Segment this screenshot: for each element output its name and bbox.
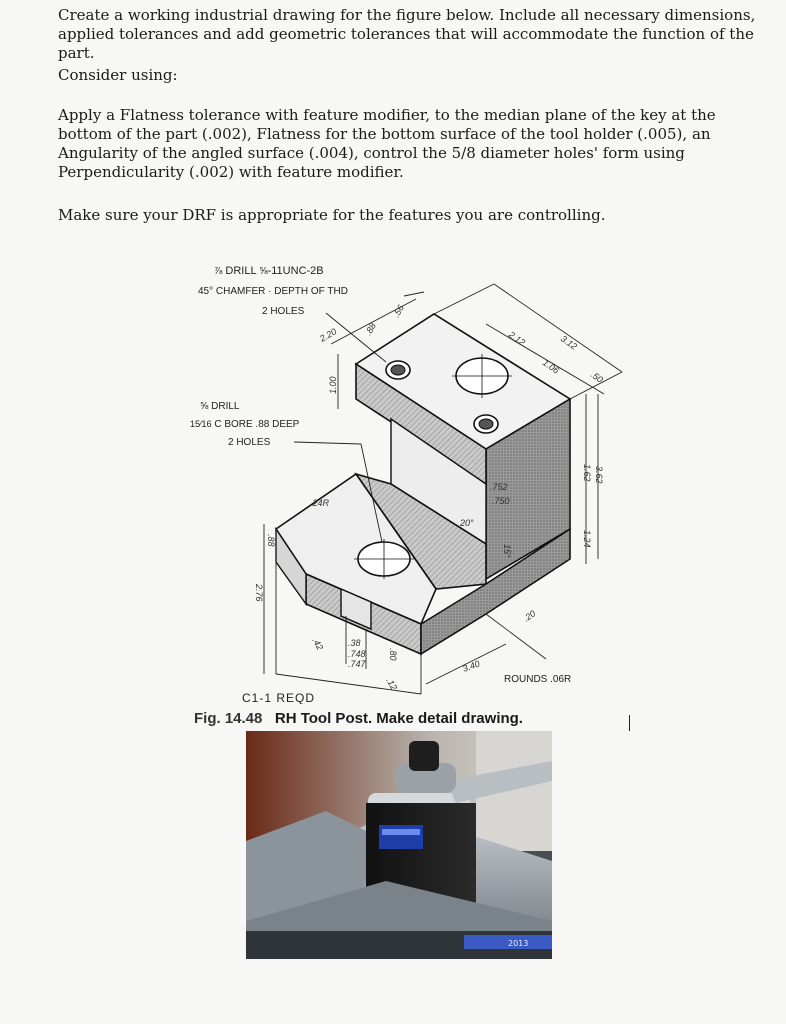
- dim-24r: .24R: [310, 498, 330, 508]
- dim-2-20: 2.20: [318, 326, 339, 344]
- callout-top-chamfer: 45° CHAMFER · DEPTH OF THD: [198, 286, 348, 297]
- callout-top-fraction: ⅞: [214, 266, 223, 277]
- svg-text:⅞ DRILL ⅝-11UNC-2B: [214, 265, 324, 277]
- callout-left-cbore: C BORE .88 DEEP: [214, 419, 300, 430]
- dim-1-06: 1.06: [540, 357, 561, 376]
- dim-50: .50: [588, 369, 605, 385]
- dim-20-deg: 20°: [460, 518, 474, 528]
- figure-caption: [194, 710, 523, 727]
- svg-text:15⁄16 C BORE .88 DEEP: [190, 419, 300, 430]
- callout-left-drill: DRILL: [211, 401, 240, 412]
- instructions-intro: Create a working industrial drawing for the figure below. Include all necessary dimensions, applied tolerances and add geometric tolerances that will accommodate the function of the part.: [58, 6, 756, 62]
- callout-top-thread: -11UNC-2B: [267, 265, 324, 277]
- dim-1-62: 1.62: [582, 464, 592, 482]
- instructions-drf: Make sure your DRF is appropriate for the features you are controlling.: [58, 206, 606, 224]
- dim-88: .88: [363, 321, 378, 337]
- tapped-hole-left: [386, 361, 410, 379]
- part-note: C1-1 REQD: [242, 691, 316, 704]
- dim-1-00: 1.00: [328, 376, 338, 394]
- dim-3-40: 3.40: [461, 658, 482, 674]
- dim-2-12: 2.12: [506, 329, 527, 348]
- svg-text:⅝ DRILL: [200, 401, 240, 412]
- callout-top-thread-fraction: ⅝: [259, 266, 268, 277]
- dim-15-deg: 15°: [502, 544, 512, 558]
- figure-number: Fig. 14.48: [194, 710, 263, 727]
- dim-12: .12: [384, 676, 400, 692]
- dim-20: .20: [521, 608, 538, 624]
- callout-top-holes: 2 HOLES: [262, 306, 305, 317]
- callout-left-fraction: ⅝: [200, 401, 209, 412]
- dim-750: .750: [492, 496, 510, 506]
- text-cursor: [629, 715, 630, 731]
- dim-38: .38: [348, 638, 361, 648]
- photo-watermark: 2013: [508, 939, 529, 948]
- dim-748: .748: [348, 649, 366, 659]
- tapped-hole-right: [474, 415, 498, 433]
- dim-42: .42: [310, 636, 326, 652]
- dim-3-62: 3.62: [594, 466, 604, 484]
- dim-88-left: .88: [266, 534, 276, 547]
- callout-left-cbore-fraction: 15⁄16: [190, 419, 212, 429]
- dim-1-24: 1.24: [582, 530, 592, 548]
- rounds-note: ROUNDS .06R: [504, 674, 572, 685]
- instructions-apply: Apply a Flatness tolerance with feature modifier, to the median plane of the key at the bottom of the part (.002), Flatness for the bottom surface of the tool holder (.005), an Angularity of the angled surface (.004), control the 5/8 diameter holes' form using Perpendicularity (.002) with feature modifier.: [58, 106, 716, 181]
- instructions-consider: Consider using:: [58, 66, 178, 84]
- dim-56: .56: [391, 303, 406, 319]
- figure-title: RH Tool Post. Make detail drawing.: [274, 710, 523, 727]
- callout-top-drill: DRILL: [225, 265, 257, 277]
- dim-80: .80: [388, 648, 398, 661]
- isometric-drawing: [186, 244, 626, 704]
- callout-left-holes: 2 HOLES: [228, 437, 271, 448]
- dim-2-76: 2.76: [254, 584, 264, 602]
- dim-3-12: 3.12: [558, 333, 579, 352]
- dim-752: .752: [490, 482, 508, 492]
- dim-747: .747: [348, 659, 366, 669]
- tool-post-photo: [246, 731, 552, 959]
